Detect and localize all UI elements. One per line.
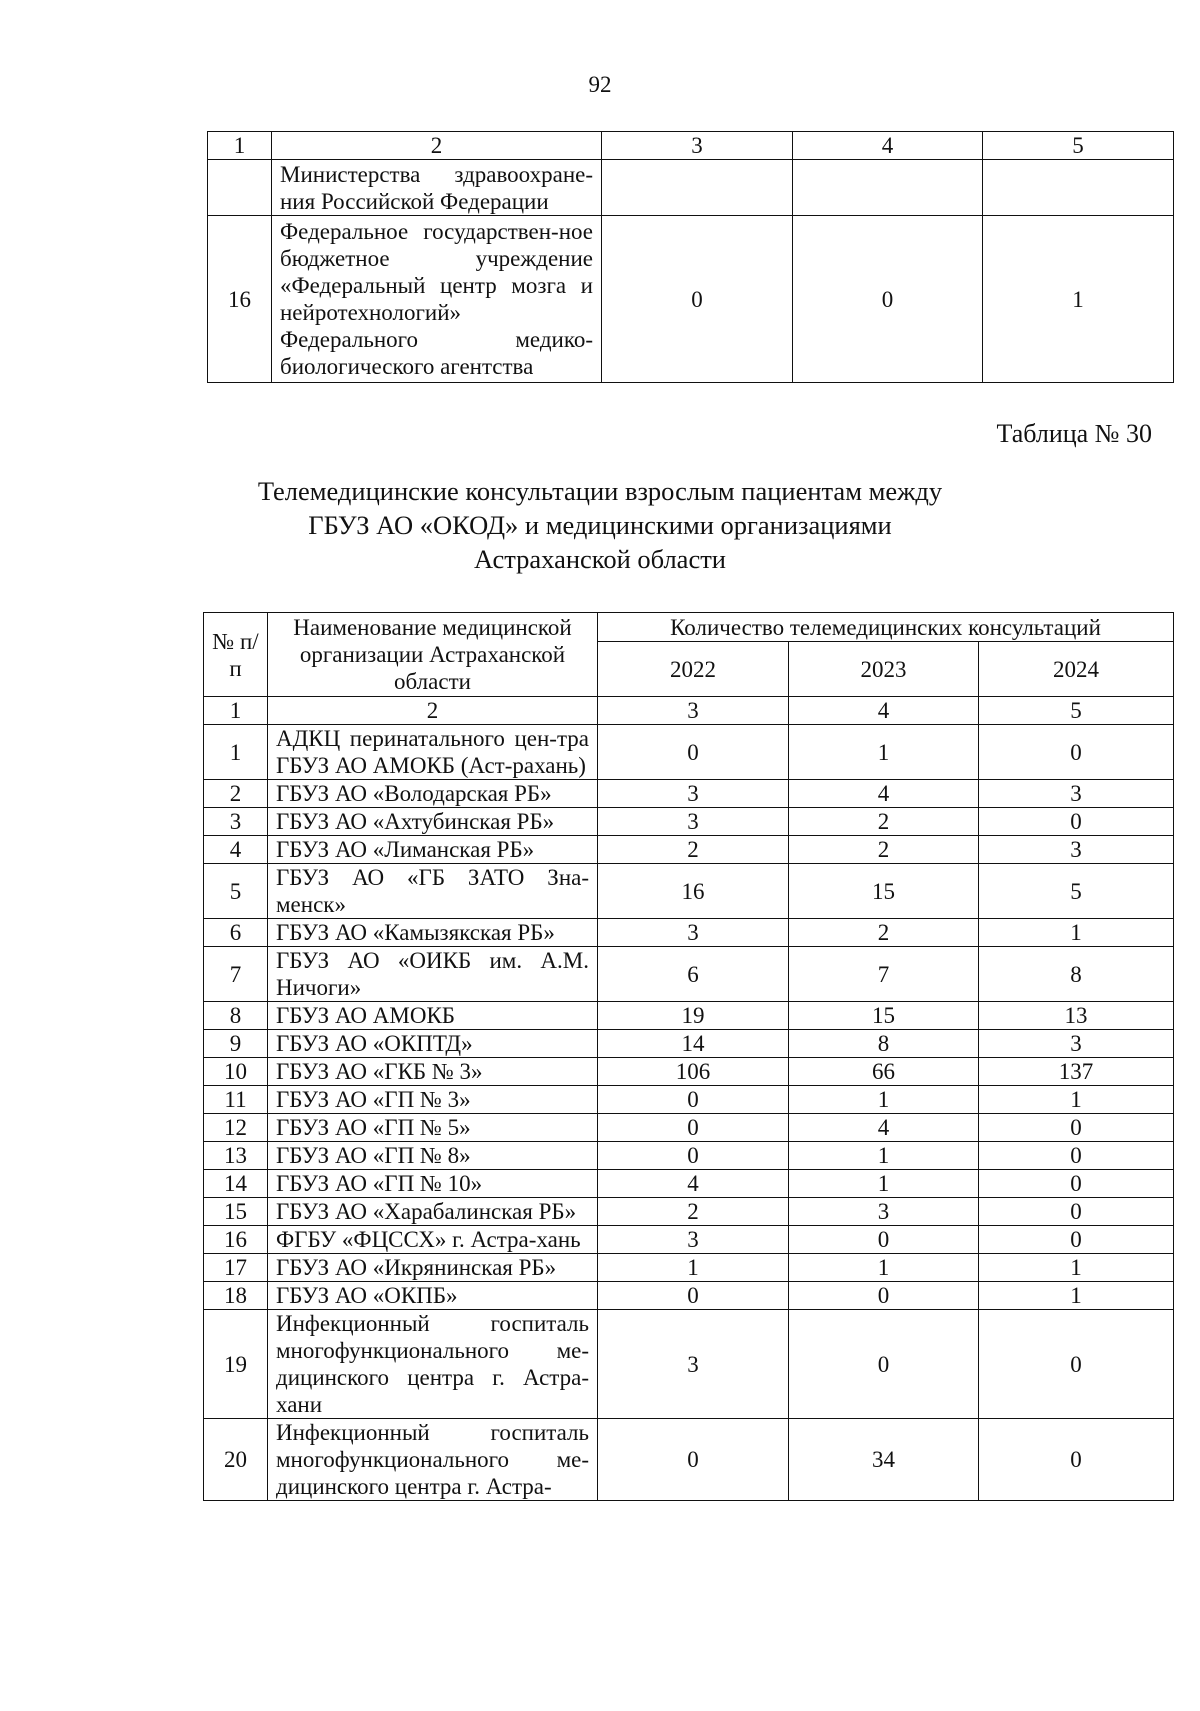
column-number: 1 [208, 132, 272, 160]
organization-name: ГБУЗ АО «ОИКБ им. А.М. Ничоги» [268, 947, 598, 1002]
value-2024: 3 [979, 836, 1174, 864]
value-2023: 15 [789, 864, 979, 919]
value-2022: 0 [598, 1086, 789, 1114]
value-2022: 4 [598, 1170, 789, 1198]
value-2022: 1 [598, 1254, 789, 1282]
header-name: Наименование медицинской организации Астраханской области [268, 613, 598, 697]
organization-name: ГБУЗ АО «ОКПТД» [268, 1030, 598, 1058]
value-2024: 1 [983, 216, 1174, 383]
value-2024: 0 [979, 1170, 1174, 1198]
row-number: 11 [204, 1086, 268, 1114]
table-row [204, 1142, 1174, 1170]
value-2024: 3 [979, 780, 1174, 808]
table-row [204, 947, 1174, 1002]
table-row [204, 725, 1174, 780]
header-year: 2023 [789, 642, 979, 697]
organization-name: ГБУЗ АО «Камызякская РБ» [268, 919, 598, 947]
value-2022: 0 [602, 216, 793, 383]
header-row [204, 613, 1174, 642]
value-2023: 1 [789, 1170, 979, 1198]
value-2024: 137 [979, 1058, 1174, 1086]
column-number: 3 [602, 132, 793, 160]
value-2023: 1 [789, 1254, 979, 1282]
value-2024: 13 [979, 1002, 1174, 1030]
header-year: 2024 [979, 642, 1174, 697]
value-2022: 0 [598, 1419, 789, 1501]
table-title-line: ГБУЗ АО «ОКОД» и медицинскими организациями [308, 510, 892, 540]
table-30-body [204, 725, 1174, 1501]
value-2022: 14 [598, 1030, 789, 1058]
column-number-row [208, 132, 1174, 160]
column-number: 1 [204, 697, 268, 725]
value-2022 [602, 160, 793, 216]
value-2023: 4 [789, 1114, 979, 1142]
table-row [204, 1198, 1174, 1226]
organization-name: ФГБУ «ФЦССХ» г. Астра-хань [268, 1226, 598, 1254]
column-number-row [204, 697, 1174, 725]
value-2023: 1 [789, 1142, 979, 1170]
value-2024: 0 [979, 1226, 1174, 1254]
value-2022: 106 [598, 1058, 789, 1086]
value-2024: 1 [979, 919, 1174, 947]
column-number: 2 [272, 132, 602, 160]
value-2023: 2 [789, 919, 979, 947]
table-row [204, 1282, 1174, 1310]
table-row [204, 780, 1174, 808]
value-2023: 66 [789, 1058, 979, 1086]
organization-name: ГБУЗ АО «ГП № 3» [268, 1086, 598, 1114]
row-number: 16 [204, 1226, 268, 1254]
organization-name: ГБУЗ АО «Лиманская РБ» [268, 836, 598, 864]
table-row [204, 1002, 1174, 1030]
organization-name: ГБУЗ АО «Ахтубинская РБ» [268, 808, 598, 836]
row-number: 4 [204, 836, 268, 864]
row-number: 7 [204, 947, 268, 1002]
table-row [204, 1226, 1174, 1254]
table-row [208, 216, 1174, 383]
value-2022: 0 [598, 1114, 789, 1142]
continued-table [207, 131, 1174, 383]
table-row [204, 1254, 1174, 1282]
value-2022: 3 [598, 1310, 789, 1419]
row-number: 20 [204, 1419, 268, 1501]
table-row [204, 919, 1174, 947]
row-number: 2 [204, 780, 268, 808]
value-2024: 0 [979, 1114, 1174, 1142]
value-2022: 3 [598, 919, 789, 947]
column-number: 2 [268, 697, 598, 725]
row-number: 10 [204, 1058, 268, 1086]
table-title-line: Астраханской области [474, 544, 726, 574]
value-2023: 2 [789, 808, 979, 836]
column-number: 4 [789, 697, 979, 725]
value-2024: 1 [979, 1086, 1174, 1114]
value-2024: 3 [979, 1030, 1174, 1058]
value-2023: 15 [789, 1002, 979, 1030]
value-2022: 0 [598, 1142, 789, 1170]
table-row [204, 808, 1174, 836]
value-2023: 0 [793, 216, 983, 383]
value-2023: 2 [789, 836, 979, 864]
value-2022: 3 [598, 808, 789, 836]
header-num: № п/п [204, 613, 268, 697]
organization-name: ГБУЗ АО «ОКПБ» [268, 1282, 598, 1310]
value-2024: 1 [979, 1254, 1174, 1282]
column-number: 4 [793, 132, 983, 160]
value-2024: 0 [979, 1310, 1174, 1419]
value-2024: 0 [979, 808, 1174, 836]
value-2022: 2 [598, 836, 789, 864]
page-number: 92 [588, 72, 612, 97]
organization-name: ГБУЗ АО «ГП № 8» [268, 1142, 598, 1170]
value-2024: 0 [979, 1198, 1174, 1226]
value-2023: 7 [789, 947, 979, 1002]
row-number: 17 [204, 1254, 268, 1282]
column-number: 5 [983, 132, 1174, 160]
value-2023: 34 [789, 1419, 979, 1501]
organization-name: ГБУЗ АО «Володарская РБ» [268, 780, 598, 808]
value-2022: 16 [598, 864, 789, 919]
organization-name: АДКЦ перинатального цен-тра ГБУЗ АО АМОКБ (Аст-рахань) [268, 725, 598, 780]
row-number: 18 [204, 1282, 268, 1310]
row-number: 13 [204, 1142, 268, 1170]
header-count-group: Количество телемедицинских консультаций [598, 613, 1174, 642]
value-2022: 2 [598, 1198, 789, 1226]
value-2023: 0 [789, 1226, 979, 1254]
value-2024 [983, 160, 1174, 216]
row-number: 3 [204, 808, 268, 836]
organization-name: ГБУЗ АО «ГП № 10» [268, 1170, 598, 1198]
table-30 [203, 612, 1174, 1501]
table-caption: Таблица № 30 [996, 419, 1152, 448]
table-row [204, 1310, 1174, 1419]
column-number: 3 [598, 697, 789, 725]
row-number: 1 [204, 725, 268, 780]
organization-name: ГБУЗ АО «ГБ ЗАТО Зна-менск» [268, 864, 598, 919]
value-2022: 6 [598, 947, 789, 1002]
organization-name: Министерства здравоохране-ния Российской Федерации [272, 160, 602, 216]
organization-name: Федеральное государствен-ное бюджетное учреждение «Федеральный центр мозга и нейротехнологий» Федерального медико-биологического агентства [272, 216, 602, 383]
value-2022: 19 [598, 1002, 789, 1030]
value-2022: 0 [598, 725, 789, 780]
value-2022: 3 [598, 780, 789, 808]
value-2023 [793, 160, 983, 216]
value-2024: 0 [979, 1142, 1174, 1170]
row-number [208, 160, 272, 216]
header-year: 2022 [598, 642, 789, 697]
row-number: 12 [204, 1114, 268, 1142]
row-number: 5 [204, 864, 268, 919]
row-number: 14 [204, 1170, 268, 1198]
value-2022: 3 [598, 1226, 789, 1254]
value-2023: 3 [789, 1198, 979, 1226]
row-number: 9 [204, 1030, 268, 1058]
value-2023: 8 [789, 1030, 979, 1058]
column-number: 5 [979, 697, 1174, 725]
value-2023: 1 [789, 1086, 979, 1114]
value-2023: 0 [789, 1310, 979, 1419]
value-2024: 8 [979, 947, 1174, 1002]
table-row [204, 1170, 1174, 1198]
table-row [204, 864, 1174, 919]
organization-name: ГБУЗ АО «Харабалинская РБ» [268, 1198, 598, 1226]
organization-name: ГБУЗ АО АМОКБ [268, 1002, 598, 1030]
row-number: 8 [204, 1002, 268, 1030]
organization-name: ГБУЗ АО «ГКБ № 3» [268, 1058, 598, 1086]
value-2024: 5 [979, 864, 1174, 919]
organization-name: Инфекционный госпиталь многофункционального ме-дицинского центра г. Астра-хани [268, 1310, 598, 1419]
table-row [204, 836, 1174, 864]
row-number: 15 [204, 1198, 268, 1226]
row-number: 16 [208, 216, 272, 383]
table-row [204, 1114, 1174, 1142]
table-title-line: Телемедицинские консультации взрослым пациентам между [257, 476, 943, 506]
value-2023: 4 [789, 780, 979, 808]
value-2022: 0 [598, 1282, 789, 1310]
organization-name: ГБУЗ АО «ГП № 5» [268, 1114, 598, 1142]
table-row [204, 1058, 1174, 1086]
row-number: 19 [204, 1310, 268, 1419]
value-2024: 0 [979, 1419, 1174, 1501]
organization-name: Инфекционный госпиталь многофункционального ме-дицинского центра г. Астра- [268, 1419, 598, 1501]
row-number: 6 [204, 919, 268, 947]
value-2024: 0 [979, 725, 1174, 780]
table-title [0, 474, 1200, 576]
organization-name: ГБУЗ АО «Икрянинская РБ» [268, 1254, 598, 1282]
value-2024: 1 [979, 1282, 1174, 1310]
table-row [208, 160, 1174, 216]
table-row [204, 1419, 1174, 1501]
value-2023: 1 [789, 725, 979, 780]
value-2023: 0 [789, 1282, 979, 1310]
table-row [204, 1030, 1174, 1058]
table-row [204, 1086, 1174, 1114]
